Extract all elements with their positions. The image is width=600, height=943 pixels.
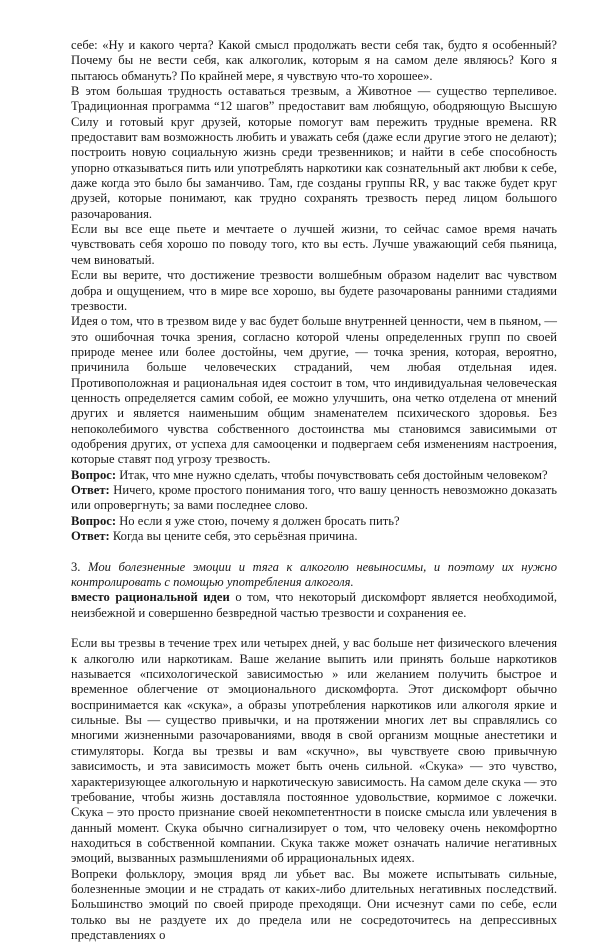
- question-text: Итак, что мне нужно сделать, чтобы почувствовать себя достойным человеком?: [116, 467, 548, 482]
- heading-number: 3.: [71, 559, 89, 574]
- paragraph: себе: «Ну и какого черта? Какой смысл продолжать вести себя так, будто я особенный? Почему бы не вести себя, как алкоголик, которым я на самом деле являюсь? Кого я пытаюсь обмануть? По крайней мере, я чувствую что-то хорошее».: [71, 38, 557, 83]
- qa-question: [71, 468, 557, 483]
- paragraph: Если вы верите, что достижение трезвости волшебным образом наделит вас чувством добра и ощущением, что в мире все хорошо, вы будете разочарованы ранними стадиями трезвости.: [71, 268, 557, 313]
- qa-answer: [71, 483, 557, 514]
- answer-label: Ответ:: [71, 482, 110, 497]
- blank-line: [71, 621, 557, 636]
- qa-question: [71, 514, 557, 529]
- paragraph: Вопреки фольклору, эмоция вряд ли убьет вас. Вы можете испытывать сильные, болезненные эмоции и не страдать от каких-либо длительных негативных последствий. Большинство эмоций по своей природе преходящи. Они исчезнут сами по себе, если только вы не раздуете их до предела или не сосредоточитесь на депрессивных представлениях о: [71, 866, 557, 942]
- question-label: Вопрос:: [71, 513, 117, 528]
- blank-line: [71, 544, 557, 559]
- answer-text: Когда вы цените себя, это серьёзная причина.: [109, 529, 358, 543]
- rational-idea-text: о том, что некоторый дискомфорт является необходимой, неизбежной и совершенно безвредной частью трезвости и сохранения ее.: [71, 590, 557, 620]
- paragraph: В этом большая трудность оставаться трезвым, а Животное — существо терпеливое. Традиционная программа “12 шагов” предоставит вам любящую, ободряющую Высшую Силу и готовый круг друзей, которые помогут вам пережить трудные времена. RR предоставит вам возможность любить и уважать себя (даже если другие этого не делают); построить новую социальную жизнь среди трезвенников; и найти в себе способность упорно отказываться пить или употреблять наркотики как сознательный акт любви к себе, даже когда это было бы заманчиво. Там, где созданы группы RR, у вас также будет круг друзей, которые понимают, как трудно сохранять трезвость перед лицом большого разочарования.: [71, 84, 557, 221]
- paragraph: Идея о том, что в трезвом виде у вас будет больше внутренней ценности, чем в пьяном, — это ошибочная точка зрения, согласно которой члены определенных групп по своей природе менее или более достойны, чем другие, — точка зрения, которая, вероятно, причинила больше человеческих страданий, чем любая отдельная идея. Противоположная и рациональная идея состоит в том, что индивидуальная человеческая ценность определяется самим собой, ее можно улучшить, она четко отделена от мнений других и является наименьшим общим знаменателем психического здоровья. Без непоколебимого чувства собственного достоинства мы становимся зависимыми от одобрения других, от успеха для самооценки и подвергаем себя изменениям настроения, которые ставят под угрозу трезвость.: [71, 314, 557, 467]
- question-label: Вопрос:: [71, 467, 117, 482]
- answer-text: Ничего, кроме простого понимания того, что вашу ценность невозможно доказать или опровергнуть; за вами последнее слово.: [71, 482, 557, 513]
- rational-idea-label: вместо рациональной идеи: [71, 590, 230, 605]
- heading-text: Мои болезненные эмоции и тяга к алкоголю невыносимы, и поэтому их нужно контролировать с помощью употребления алкоголя.: [71, 559, 557, 590]
- paragraph: Если вы все еще пьете и мечтаете о лучшей жизни, то сейчас самое время начать чувствовать себя хорошо по поводу того, кто вы есть. Лучше уважающий себя пьяница, чем виноватый.: [71, 222, 557, 267]
- paragraph: Если вы трезвы в течение трех или четырех дней, у вас больше нет физического влечения к алкоголю или наркотикам. Ваше желание выпить или принять больше наркотиков называется «психологической зависимостью » или желанием получить быстрое и временное облегчение от эмоционального дискомфорта. Этот дискомфорт обычно воспринимается как «скука», а образы употребления наркотиков или алкоголя яркие и сильные. Вы — существо привычки, и на протяжении многих лет вы справлялись со многими жизненными разочарованиями, вводя в свой организм мощные анестетики и стимуляторы. Когда вы трезвы и вам «скучно», вы чувствуете свою привычную зависимость, и эта зависимость может быть очень сильной. «Скука» — это чувство, характеризующее алкогольную и наркотическую зависимость. На самом деле скука — это требование, чтобы жизнь доставляла постоянное удовольствие, кормимое с ложечки. Скука – это просто признание своей некомпетентности в поиске смысла или увлечения в данный момент. Скука обычно сигнализирует о том, что человеку очень некомфортно находиться в собственной компании. Скука также может означать наличие негативных эмоций, вызванных размышлениями об иррациональных идеях.: [71, 636, 557, 866]
- irrational-idea-heading: [71, 560, 557, 591]
- question-text: Но если я уже стою, почему я должен бросать пить?: [116, 513, 400, 528]
- document-page: [71, 38, 557, 943]
- answer-label: Ответ:: [71, 529, 110, 543]
- rational-idea: [71, 590, 557, 621]
- qa-answer: [71, 529, 557, 544]
